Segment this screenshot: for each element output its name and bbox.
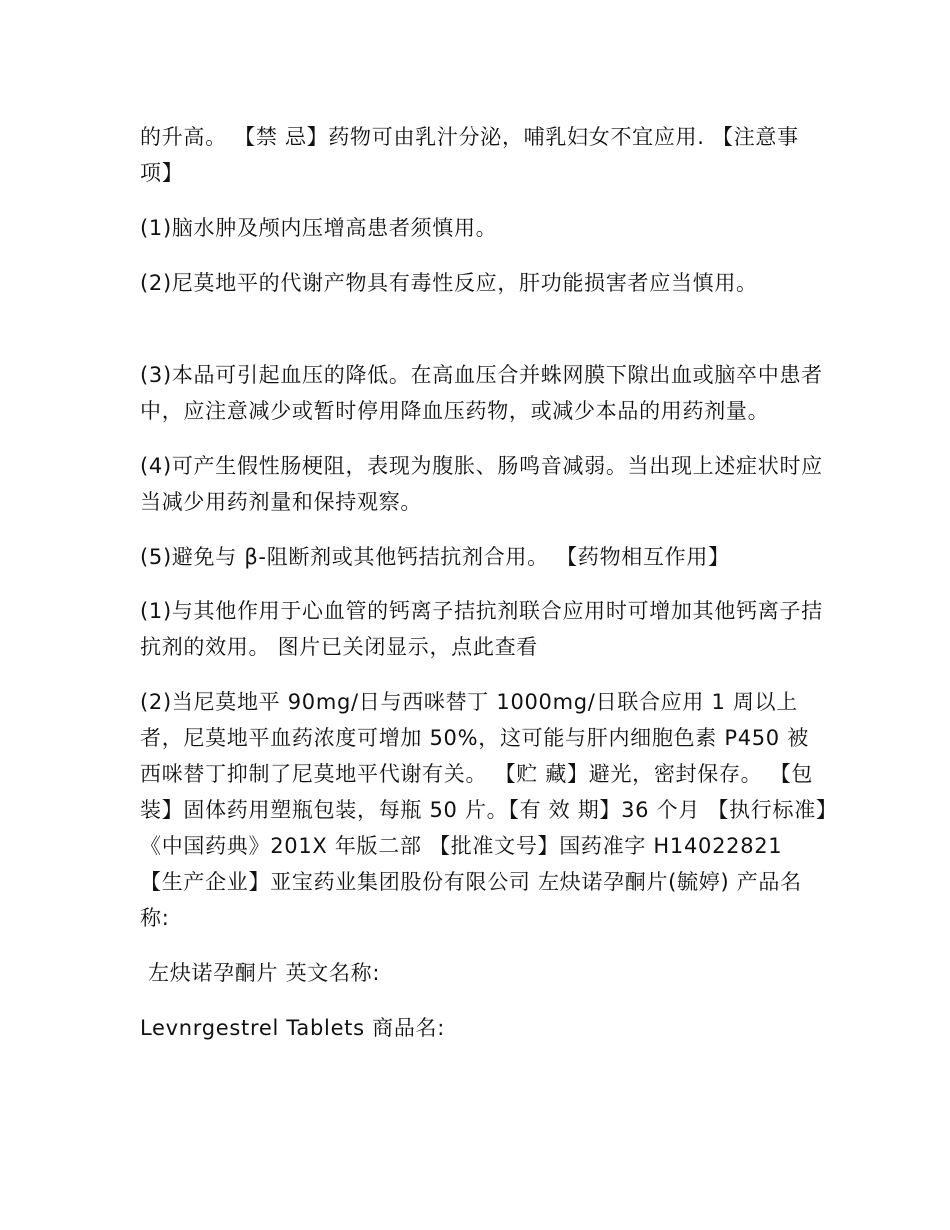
paragraph-precaution-2: (2)尼莫地平的代谢产物具有毒性反应，肝功能损害者应当慎用。 [140,271,758,295]
paragraph-precaution-4: (4)可产生假性肠梗阻，表现为腹胀、肠鸣音减弱。当出现上述症状时应当减少用药剂量和保持观察。 [140,454,823,514]
paragraph-precaution-5: (5)避免与 β-阻断剂或其他钙拮抗剂合用。 【药物相互作用】 [140,545,730,569]
paragraph-contraindications: 的升高。 【禁 忌】药物可由乳汁分泌，哺乳妇女不宜应用. 【注意事项】 [140,125,799,185]
paragraph-english-name: Levnrgestrel Tablets 商品名: [140,1016,446,1040]
document-body [140,119,830,1046]
paragraph-precaution-3: (3)本品可引起血压的降低。在高血压合并蛛网膜下隙出血或脑卒中患者中，应注意减少或暂时停用降血压药物，或减少本品的用药剂量。 [140,363,823,423]
paragraph-product-name: 左炔诺孕酮片 英文名称: [148,961,381,985]
paragraph-interaction-1: (1)与其他作用于心血管的钙离子拮抗剂联合应用时可增加其他钙离子拮抗剂的效用。 图片已关闭显示，点此查看 [140,599,823,659]
paragraph-interaction-2-storage-packaging: (2)当尼莫地平 90mg/日与西咪替丁 1000mg/日联合应用 1 周以上者，尼莫地平血药浓度可增加 50%，这可能与肝内细胞色素 P450 被西咪替丁抑制了尼莫地平代谢有关。 【贮 藏】避光，密封保存。 【包 装】固体药用塑瓶包装，每瓶 50 片。【有 效 期】36 个月 【执行标准】《中国药典》201X 年版二部 【批准文号】国药准字 H14022821 【生产企业】亚宝药业集团股份有限公司 左炔诺孕酮片(毓婷) 产品名称: [140,690,828,930]
paragraph-precaution-1: (1)脑水肿及颅内压增高患者须慎用。 [140,216,498,240]
